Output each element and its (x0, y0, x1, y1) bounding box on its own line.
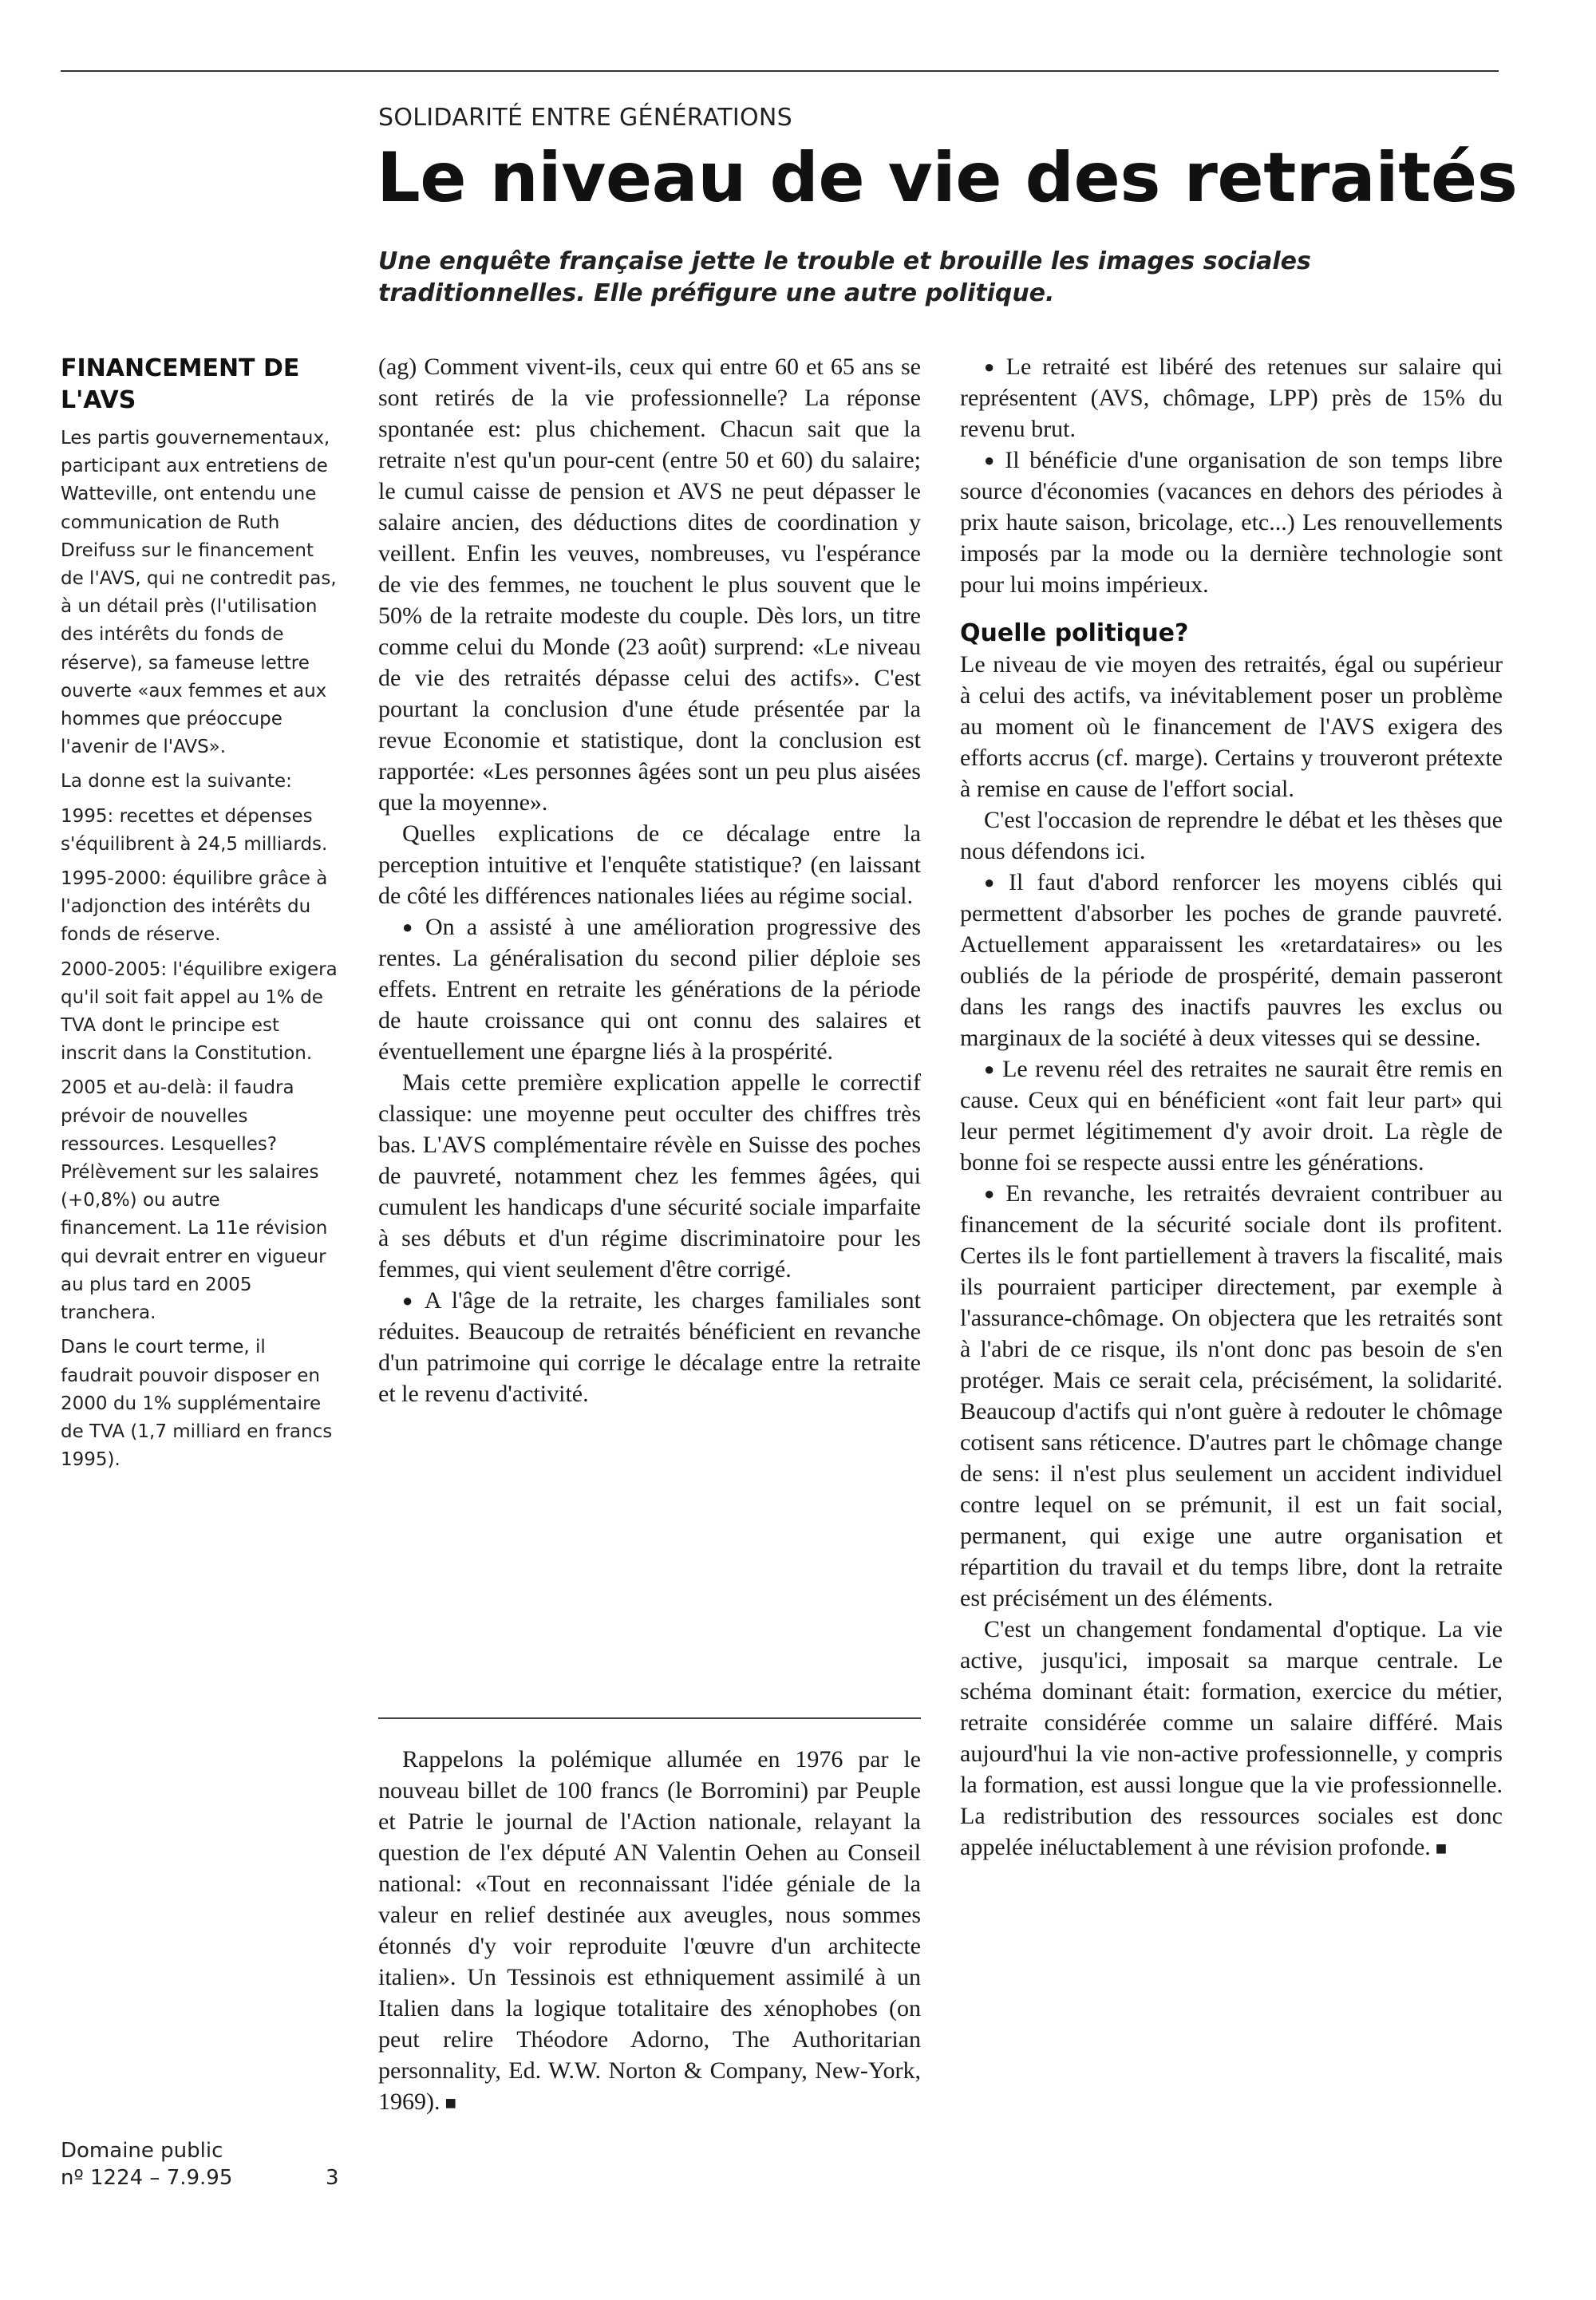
sidebar-paragraph: 2005 et au-delà: il faudra prévoir de nouvelles ressources. Lesquelles? Prélèvement sur les salaires (+0,8%) ou autre financement. La 11e révision qui devrait entrer en vigueur au plus tard en 2005 tranchera. (61, 1077, 328, 1324)
body-paragraph: C'est l'occasion de reprendre le débat et les thèses que nous défendons ici. (960, 807, 1503, 864)
sidebar-paragraph: Les partis gouvernementaux, participant aux entretiens de Watteville, ont entendu une communication de Ruth Dreifuss sur le financement de l'AVS, qui ne contredit pas, à un détail près (l'utilisation des intérêts du fonds de réserve), sa fameuse lettre ouverte «aux femmes et aux hommes que préoccupe l'avenir de l'AVS». (61, 428, 337, 758)
body-paragraph: (ag) Comment vivent-ils, ceux qui entre 60 et 65 ans se sont retirés de la vie professionnelle? La réponse spontanée est: plus chichement. Chacun sait que la retraite n'est qu'un pour-cent (entre 50 et 60) du salaire; le cumul caisse de pension et AVS ne peut dépasser le salaire ancien, des déductions dites de coordination y veillent. Enfin les veuves, nombreuses, vu l'espérance de vie des femmes, ne touchent le plus souvent que le 50% de la retraite modeste du couple. Dès lors, un titre comme celui du Monde (23 août) surprend: «Le niveau de vie des retraités dépasse celui des actifs». C'est pourtant la conclusion d'une étude présentée par la revue Economie et statistique, dont la conclusion est rapportée: «Les personnes âgées sont un peu plus aisées que la moyenne». (378, 354, 921, 816)
bullet-paragraph: ● En revanche, les retraités devraient contribuer au financement de la sécurité sociale dont ils profitent. Certes ils le font partiellement à travers la fiscalité, mais ils pourraient participer directement, par exemple à l'assurance-chômage. On objectera que les retraités sont à l'abri de ce risque, ils n'ont donc pas besoin de s'en protéger. Mais ce serait cela, précisément, la solidarité. Beaucoup d'actifs qui n'ont guère à redouter le chômage cotisent sans réticence. D'autres part le chômage change de sens: il n'est plus seulement un accident individuel contre lequel on se prémunit, il est un fait social, permanent, qui exige une autre organisation et répartition du travail et du temps libre, dont la retraite est précisément un des éléments. (960, 1178, 1503, 1614)
sidebar-paragraph: 1995-2000: équilibre grâce à l'adjonction des intérêts du fonds de réserve. (61, 868, 328, 946)
bullet-paragraph: ● Le retraité est libéré des retenues sur salaire qui représentent (AVS, chômage, LPP) près de 15% du revenu brut. (960, 351, 1503, 445)
article-lede: Une enquête française jette le trouble et brouille les images sociales traditionnelles. Elle préfigure une autre politique. (378, 247, 1311, 307)
publication-footer (61, 2137, 340, 2191)
article-column-2 (960, 351, 1503, 1865)
bullet-paragraph: ● A l'âge de la retraite, les charges familiales sont réduites. Beaucoup de retraités bénéficient en revanche d'un patrimoine qui corrige le décalage entre la retraite et le revenu d'activité. (378, 1285, 921, 1409)
sidebar-paragraph: 2000-2005: l'équilibre exigera qu'il soit fait appel au 1% de TVA dont le principe est inscrit dans la Constitution. (61, 958, 338, 1065)
body-paragraph: Mais cette première explication appelle le correctif classique: une moyenne peut occulter des chiffres très bas. L'AVS complémentaire révèle en Suisse des poches de pauvreté, notamment chez les femmes âgées, qui cumulent les handicaps d'une sécurité sociale imparfaite à ses débuts et d'un régime discriminatoire pour les femmes, qui vient seulement d'être corrigé. (378, 1069, 921, 1282)
section-kicker: SOLIDARITÉ ENTRE GÉNÉRATIONS (378, 104, 792, 132)
boxed-note-text: Rappelons la polémique allumée en 1976 par le nouveau billet de 100 francs (le Borromini) par Peuple et Patrie le journal de l'Action nationale, relayant la question de l'ex député AN Valentin Oehen au Conseil national: «Tout en reconnaissant l'idée géniale de la valeur en relief destinée aux aveugles, nous sommes étonnés d'y voir reproduite l'œuvre d'un architecte italien». Un Tessinois est ethniquement assimilé à un Italien dans la logique totalitaire des xénophobes (on peut relire Théodore Adorno, The Authoritarian personnality, Ed. W.W. Norton & Company, New-York, 1969). ■ (378, 1744, 921, 2120)
page-number: 3 (326, 2166, 339, 2190)
sidebar-paragraph: Dans le court terme, il faudrait pouvoir disposer en 2000 du 1% supplémentaire de TVA (1,7 milliard en francs 1995). (61, 1337, 333, 1471)
box-separator-rule (378, 1717, 921, 1719)
publication-name: Domaine public (61, 2139, 223, 2163)
bullet-paragraph: ● On a assisté à une amélioration progressive des rentes. La généralisation du second pilier déploie ses effets. Entrent en retraite les générations de la période de haute croissance qui ont connu des salaires et éventuellement une épargne liés à la prospérité. (378, 911, 921, 1067)
section-subhead: Quelle politique? (960, 619, 1189, 647)
bullet-paragraph: ● Il faut d'abord renforcer les moyens ciblés qui permettent d'absorber les poches de grande pauvreté. Actuellement apparaissent les «retardataires» ou les oubliés de la période de prospérité, demain passeront dans les rangs des inactifs pauvres les exclus ou marginaux de la société à deux vitesses qui se dessine. (960, 867, 1503, 1053)
body-paragraph: Quelles explications de ce décalage entre la perception intuitive et l'enquête statistique? (en laissant de côté les différences nationales liées au régime social. (378, 820, 921, 909)
bullet-paragraph: ● Le revenu réel des retraites ne saurait être remis en cause. Ceux qui en bénéficient «ont fait leur part» qui leur permet légitimement d'y avoir droit. La règle de bonne foi se respecte aussi entre les générations. (960, 1053, 1503, 1178)
issue-number: nº 1224 – 7.9.95 (61, 2166, 233, 2190)
sidebar-paragraph: La donne est la suivante: (61, 771, 292, 792)
boxed-note (378, 1744, 921, 2120)
body-paragraph: Le niveau de vie moyen des retraités, égal ou supérieur à celui des actifs, va inévitablement poser un problème au moment où le financement de l'AVS exigera des efforts accrus (cf. marge). Certains y trouveront prétexte à remise en cause de l'effort social. (960, 651, 1503, 802)
sidebar-paragraph: 1995: recettes et dépenses s'équilibrent à 24,5 milliards. (61, 805, 328, 855)
sidebar-avs-financing (61, 353, 340, 1480)
body-paragraph: C'est un changement fondamental d'optique. La vie active, jusqu'ici, imposait sa marque centrale. Le schéma dominant était: formation, exercice du métier, retraite considérée comme un salaire différé. Mais aujourd'hui la vie non-active professionnelle, y compris la formation, est aussi longue que la vie professionnelle. La redistribution des ressources sociales est donc appelée inéluctablement à une révision profonde. ■ (960, 1614, 1503, 1865)
top-rule (61, 70, 1499, 72)
sidebar-heading: FINANCEMENT DE L'AVS (61, 354, 300, 414)
article-title: Le niveau de vie des retraités (377, 138, 1518, 218)
bullet-paragraph: ● Il bénéficie d'une organisation de son temps libre source d'économies (vacances en dehors des périodes à prix haute saison, bricolage, etc...) Les renouvellements imposés par la mode ou la dernière technologie sont pour lui moins impérieux. (960, 445, 1503, 600)
article-column-1 (378, 351, 921, 1409)
